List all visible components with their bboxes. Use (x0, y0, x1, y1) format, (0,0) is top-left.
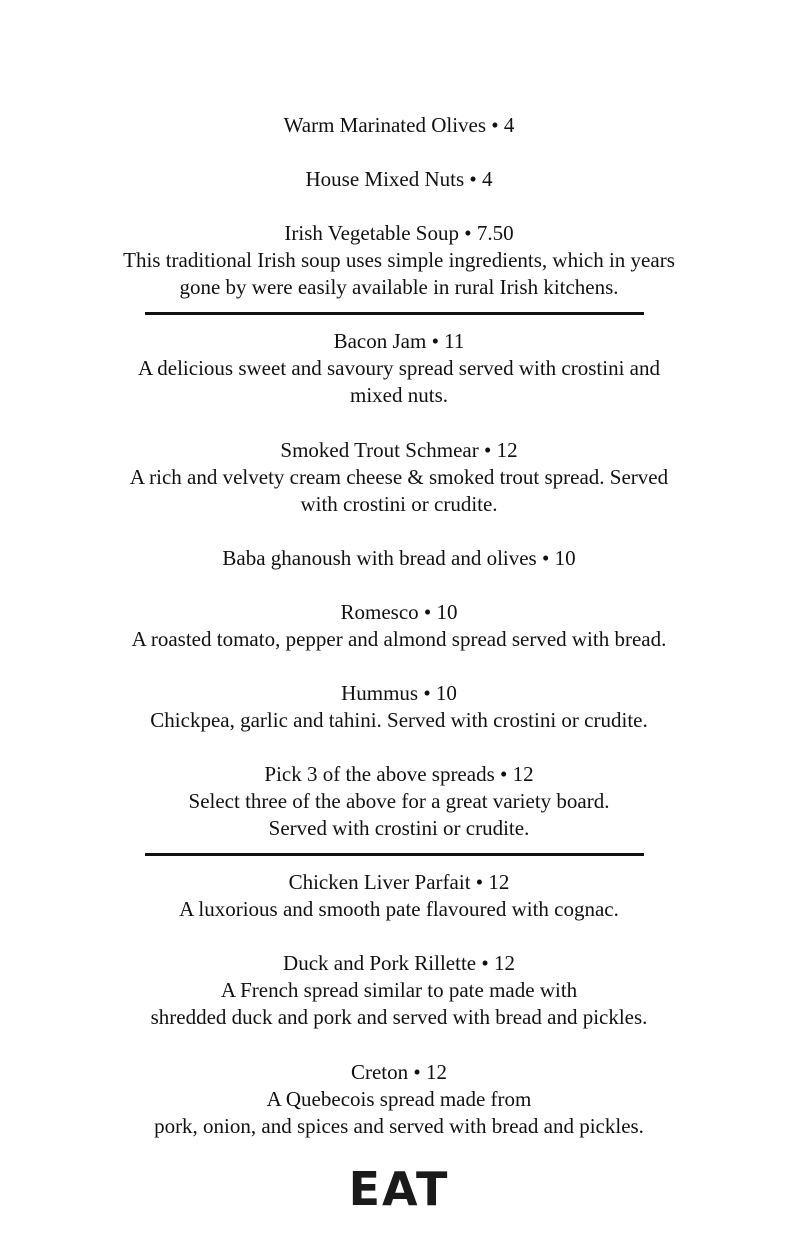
menu-item-description: mixed nuts. (350, 383, 448, 407)
menu-item-description: This traditional Irish soup uses simple ingredients, which in years (123, 248, 675, 272)
menu-item-title: House Mixed Nuts • 4 (305, 167, 493, 191)
menu-item-title: Smoked Trout Schmear • 12 (280, 438, 518, 462)
menu-item-title: Pick 3 of the above spreads • 12 (264, 762, 534, 786)
menu-item-description: A roasted tomato, pepper and almond spread served with bread. (131, 627, 667, 651)
menu-item-description: gone by were easily available in rural Irish kitchens. (179, 275, 619, 299)
menu-item-description: Chickpea, garlic and tahini. Served with crostini or crudite. (150, 708, 648, 732)
menu-item-description: Served with crostini or crudite. (268, 816, 530, 840)
menu-item-description: with crostini or crudite. (300, 492, 498, 516)
menu-item-description: shredded duck and pork and served with bread and pickles. (150, 1005, 648, 1029)
eat-logo: EAT (348, 1162, 450, 1216)
menu-item-title: Irish Vegetable Soup • 7.50 (284, 221, 514, 245)
menu-item-title: Bacon Jam • 11 (333, 329, 465, 353)
menu-item-title: Creton • 12 (350, 1060, 447, 1084)
section-divider (145, 853, 644, 856)
menu-item-title: Warm Marinated Olives • 4 (283, 113, 515, 137)
menu-item-title: Baba ghanoush with bread and olives • 10 (222, 546, 576, 570)
menu-item-title: Chicken Liver Parfait • 12 (288, 870, 510, 894)
menu-item-title: Hummus • 10 (341, 681, 457, 705)
menu-item-description: A delicious sweet and savoury spread served with crostini and (138, 356, 660, 380)
menu-item-description: A Quebecois spread made from (266, 1087, 532, 1111)
menu-item-description: Select three of the above for a great variety board. (188, 789, 610, 813)
section-divider (145, 312, 644, 315)
menu-item-description: A French spread similar to pate made with (220, 978, 578, 1002)
menu-item-title: Romesco • 10 (340, 600, 458, 624)
menu-item-description: A rich and velvety cream cheese & smoked trout spread. Served (129, 465, 669, 489)
menu-item-description: A luxorious and smooth pate flavoured with cognac. (179, 897, 619, 921)
menu-item-description: pork, onion, and spices and served with bread and pickles. (154, 1114, 644, 1138)
menu-item-title: Duck and Pork Rillette • 12 (283, 951, 515, 975)
